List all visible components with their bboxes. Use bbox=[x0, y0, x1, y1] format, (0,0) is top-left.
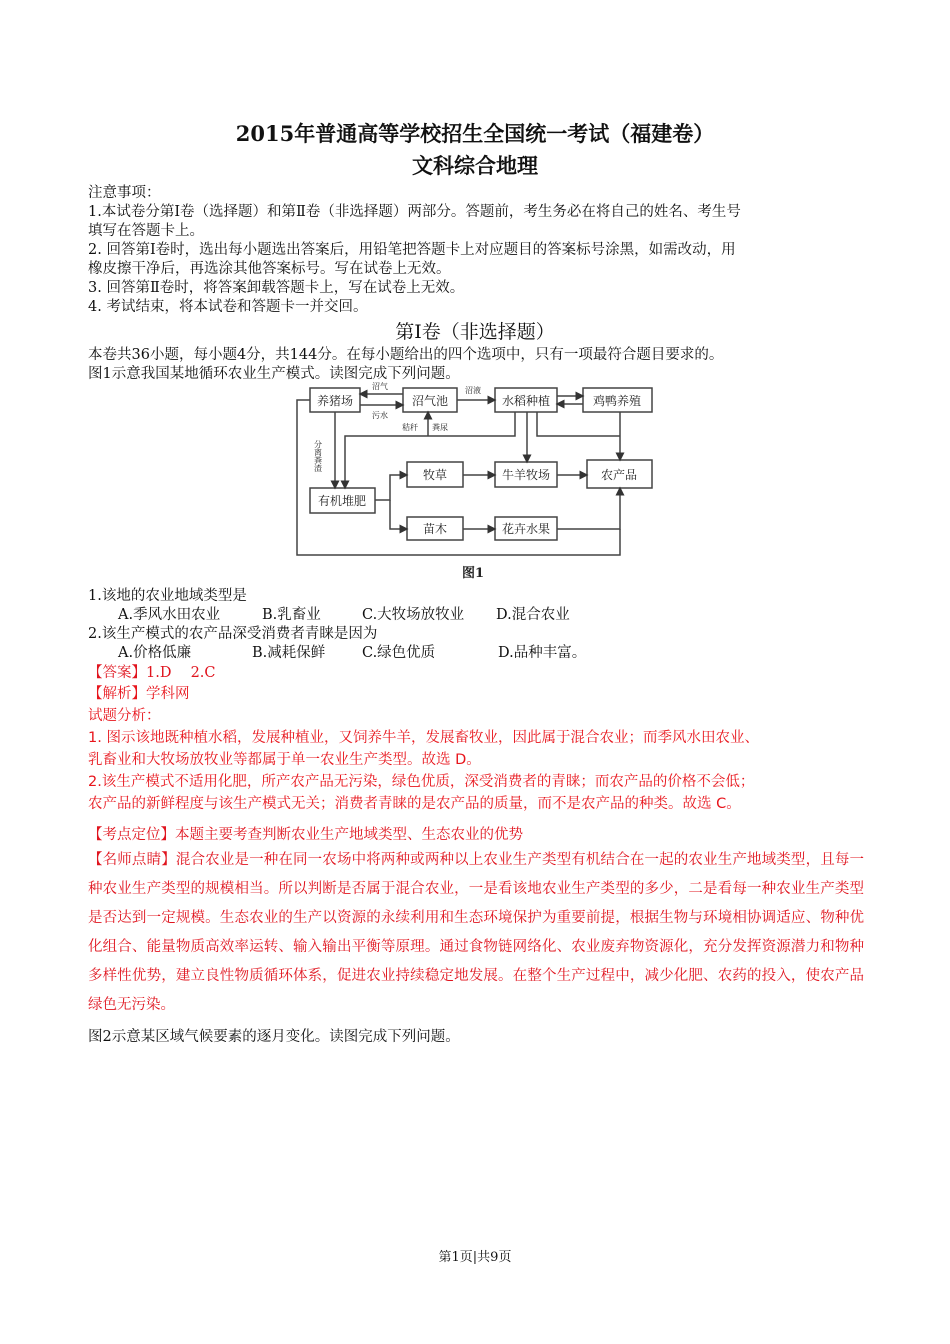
notice-line: 橡皮擦干净后，再选涂其他答案标号。写在试卷上无效。 bbox=[88, 261, 451, 277]
q1-option-c: C.大牧场放牧业 bbox=[362, 607, 465, 623]
page-footer: 第1页|共9页 bbox=[438, 1250, 512, 1265]
edge-label: 沼气 bbox=[372, 382, 388, 391]
exam-title: 2015年普通高等学校招生全国统一考试（福建卷） bbox=[235, 121, 715, 146]
analysis-subheading: 试题分析： bbox=[88, 708, 161, 724]
figure1-caption: 图1 bbox=[461, 566, 485, 581]
edge-label: 污水 bbox=[372, 411, 388, 420]
q1-option-d: D.混合农业 bbox=[496, 607, 570, 623]
answer-line bbox=[88, 661, 216, 682]
node-poultry: 鸡鸭养殖 bbox=[592, 394, 642, 408]
q2-option-d: D.品种丰富。 bbox=[498, 645, 587, 661]
node-seedlings: 苗木 bbox=[422, 522, 448, 536]
q2-option-b: B.减耗保鲜 bbox=[252, 645, 326, 661]
figure1-diagram bbox=[0, 0, 950, 600]
figure2-intro: 图2示意某区域气候要素的逐月变化。读图完成下列问题。 bbox=[88, 1029, 460, 1045]
answer-value: 1.D 2.C bbox=[146, 665, 216, 681]
edge-label: 沼液 bbox=[465, 386, 481, 395]
edge-label: 秸秆 bbox=[402, 423, 418, 432]
answer-label: 【答案】 bbox=[88, 665, 146, 681]
node-pig-farm: 养猪场 bbox=[316, 394, 354, 408]
notice-line: 4. 考试结束，将本试卷和答题卡一并交回。 bbox=[88, 299, 368, 315]
figure1-intro: 图1示意我国某地循环农业生产模式。读图完成下列问题。 bbox=[88, 366, 460, 382]
edge-label: 粪尿 bbox=[432, 423, 448, 432]
question-2-stem: 2.该生产模式的农产品深受消费者青睐是因为 bbox=[88, 626, 378, 642]
notice-line: 2. 回答第Ⅰ卷时，选出每小题选出答案后，用铅笔把答题卡上对应题目的答案标号涂黑，如需改动，用 bbox=[88, 242, 736, 258]
notice-heading: 注意事项： bbox=[88, 185, 161, 201]
q1-option-b: B.乳畜业 bbox=[262, 607, 321, 623]
notice-line: 3. 回答第Ⅱ卷时，将答案卸载答题卡上，写在试卷上无效。 bbox=[88, 280, 465, 296]
node-rice: 水稻种植 bbox=[501, 394, 551, 408]
analysis-line: 乳畜业和大牧场放牧业等都属于单一农业生产类型。故选 D。 bbox=[88, 752, 481, 768]
q2-option-a: A.价格低廉 bbox=[118, 645, 192, 661]
edge-label: 分离粪渣 bbox=[313, 440, 323, 472]
q2-option-c: C.绿色优质 bbox=[362, 645, 436, 661]
node-biogas-pool: 沼气池 bbox=[411, 394, 449, 408]
node-pasture: 牧草 bbox=[422, 468, 448, 482]
notice-line: 填写在答题卡上。 bbox=[88, 223, 204, 239]
q1-option-a: A.季风水田农业 bbox=[118, 607, 221, 623]
analysis-line: 农产品的新鲜程度与该生产模式无关；消费者青睐的是农产品的质量，而不是农产品的种类。故选 C。 bbox=[88, 796, 741, 812]
node-flowers-fruit: 花卉水果 bbox=[501, 522, 551, 536]
section-title: 第Ⅰ卷（非选择题） bbox=[395, 321, 555, 343]
teacher-comment: 【名师点睛】混合农业是一种在同一农场中将两种或两种以上农业生产类型有机结合在一起的农业生产地域类型，且每一种农业生产类型的规模相当。所以判断是否属于混合农业，一是看该地农业生产类型的多少，二是看每一种农业生产类型是否达到一定规模。生态农业的生产以资源的永续利用和生态环境保护为重要前提，根据生物与环境相协调适应、物种优化组合、能量物质高效率运转、输入输出平衡等原理。通过食物链网络化、农业废弃物资源化，充分发挥资源潜力和物种多样性优势，建立良性物质循环体系，促进农业持续稳定地发展。在整个生产过程中，减少化肥、农药的投入，使农产品绿色无污染。 bbox=[88, 852, 864, 1013]
analysis-label: 【解析】学科网 bbox=[88, 686, 190, 702]
analysis-line: 2.该生产模式不适用化肥，所产农产品无污染，绿色优质，深受消费者的青睐；而农产品的价格不会低； bbox=[88, 774, 755, 790]
node-compost: 有机堆肥 bbox=[317, 494, 367, 508]
key-point: 【考点定位】本题主要考查判断农业生产地域类型、生态农业的优势 bbox=[88, 827, 523, 843]
node-ranch: 牛羊牧场 bbox=[501, 468, 551, 482]
question-1-stem: 1.该地的农业地域类型是 bbox=[88, 588, 247, 604]
exam-subtitle: 文科综合地理 bbox=[412, 153, 538, 178]
section-intro: 本卷共36小题，每小题4分，共144分。在每小题给出的四个选项中，只有一项最符合题目要求的。 bbox=[88, 347, 724, 363]
analysis-line: 1. 图示该地既种植水稻，发展种植业，又饲养牛羊，发展畜牧业，因此属于混合农业；而季风水田农业、 bbox=[88, 730, 759, 746]
notice-line: 1.本试卷分第Ⅰ卷（选择题）和第Ⅱ卷（非选择题）两部分。答题前，考生务必在将自己的姓名、考生号 bbox=[88, 204, 741, 220]
node-products: 农产品 bbox=[600, 468, 638, 482]
